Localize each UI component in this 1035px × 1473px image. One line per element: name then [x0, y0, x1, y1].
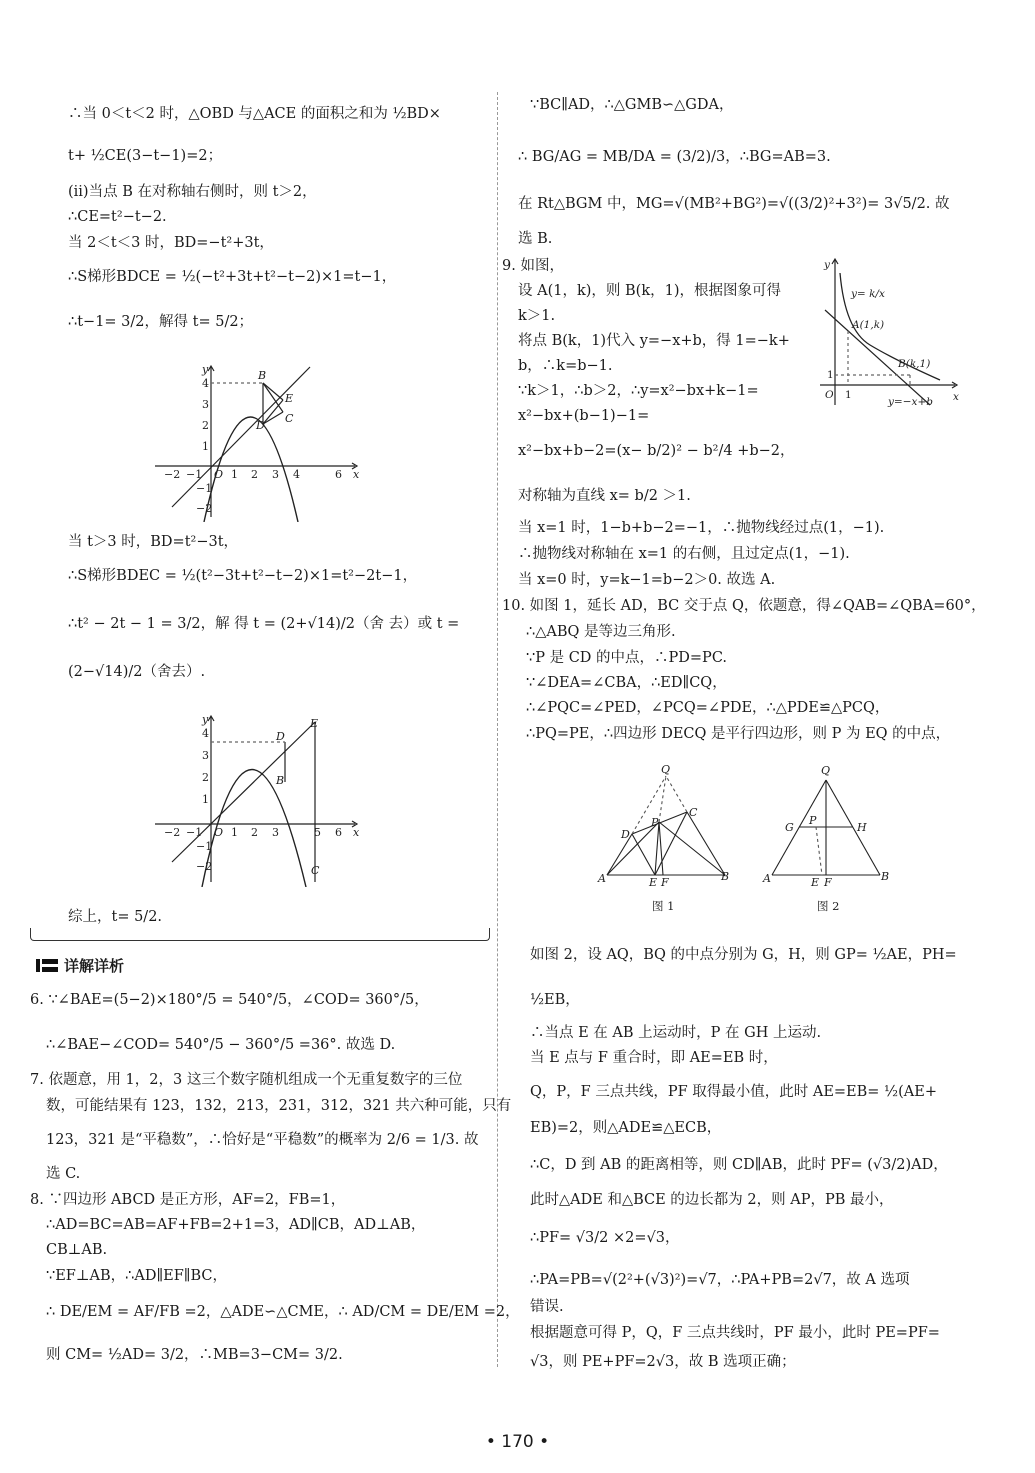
figure-label: −1: [196, 482, 213, 495]
figure-label: B: [276, 774, 285, 787]
figure-label: F: [661, 876, 669, 889]
text-line: ∴PA=PB=√(2²+(√3)²)=√7，∴PA+PB=2√7，故 A 选项: [530, 1272, 910, 1288]
text-line: 对称轴为直线 x= b/2 ＞1.: [518, 488, 691, 504]
figure-label: H: [857, 821, 867, 834]
text-line: (ⅱ)当点 B 在对称轴右侧时，则 t＞2，: [68, 184, 317, 200]
text-line: ∴t² − 2t − 1 = 3/2，解 得 t = (2+√14)/2（舍 去）或 t =: [68, 616, 460, 632]
figure-label: y=−x+b: [888, 396, 933, 408]
figure-label: −2: [196, 502, 213, 515]
text-line: 根据题意可得 P，Q，F 三点共线时，PF 最小，此时 PE=PF=: [530, 1325, 940, 1341]
text-line: ∴当点 E 在 AB 上运动时，P 在 GH 上运动.: [530, 1025, 822, 1041]
figure-label: 3: [202, 749, 209, 762]
text-line: ½EB，: [530, 992, 580, 1008]
figure-label: B: [258, 369, 267, 382]
figure-label: x: [353, 468, 360, 481]
figure-label: Q: [661, 763, 671, 776]
parabola-graph-2: [150, 712, 365, 887]
figure-label: 1: [231, 826, 238, 839]
figure-label: 图 1: [652, 899, 675, 913]
text-line: CB⊥AB.: [46, 1242, 108, 1258]
text-line: 在 Rt△BGM 中，MG=√(MB²+BG²)=√((3/2)²+3²)= 3√5/2. 故: [518, 196, 950, 212]
figure-label: y: [202, 363, 209, 376]
text-line: ∵BC∥AD，∴△GMB∽△GDA，: [530, 97, 734, 113]
figure-label: x: [953, 391, 959, 403]
text-line: ∴S梯形BDEC = ½(t²−3t+t²−t−2)×1=t²−2t−1，: [68, 568, 418, 584]
figure-label: 2: [251, 468, 258, 481]
figure-label: D: [256, 419, 265, 432]
triangle-figures: [595, 760, 905, 920]
figure-label: 3: [272, 468, 279, 481]
figure-label: 2: [202, 419, 209, 432]
figure-label: 1: [202, 793, 209, 806]
text-line: 则 CM= ½AD= 3/2，∴MB=3−CM= 3/2.: [46, 1347, 343, 1363]
figure-label: B: [881, 870, 890, 883]
figure-label: 2: [251, 826, 258, 839]
text-line: ∴∠BAE−∠COD= 540°/5 − 360°/5 =36°. 故选 D.: [46, 1037, 396, 1053]
figure-label: D: [621, 828, 630, 841]
figure-label: O: [214, 468, 224, 481]
figure-label: 4: [293, 468, 300, 481]
text-line: k＞1.: [518, 308, 556, 324]
figure-label: 1: [231, 468, 238, 481]
text-line: 当 E 点与 F 重合时，即 AE=EB 时，: [530, 1050, 778, 1066]
text-line: ∴当 0＜t＜2 时，△OBD 与△ACE 的面积之和为 ½BD×: [68, 106, 441, 122]
text-line: 数，可能结果有 123，132，213，231，312，321 共六种可能，只有: [46, 1098, 512, 1114]
figure-label: 1: [827, 369, 834, 381]
figure-label: y: [202, 713, 209, 726]
text-line: 7. 依题意，用 1，2，3 这三个数字随机组成一个无重复数字的三位: [30, 1072, 463, 1088]
text-line: 6. ∵∠BAE=(5−2)×180°/5 = 540°/5，∠COD= 360°/5，: [30, 992, 429, 1008]
figure-label: A: [598, 872, 606, 885]
figure-label: 1: [202, 440, 209, 453]
figure-label: 6: [335, 468, 342, 481]
figure-label: −1: [196, 840, 213, 853]
text-line: 设 A(1，k)，则 B(k，1)，根据图象可得: [518, 283, 781, 299]
text-line: ∴t−1= 3/2，解得 t= 5/2；: [68, 314, 254, 330]
text-line: ∴S梯形BDCE = ½(−t²+3t+t²−t−2)×1=t−1，: [68, 269, 397, 285]
section-title-text: 详解详析: [64, 957, 125, 975]
text-line: ∵EF⊥AB，∴AD∥EF∥BC，: [46, 1268, 228, 1284]
text-line: 当 t＞3 时，BD=t²−3t，: [68, 534, 239, 550]
text-line: ∵k＞1，∴b＞2，∴y=x²−bx+k−1=: [518, 383, 759, 399]
text-line: 8. ∵四边形 ABCD 是正方形，AF=2，FB=1，: [30, 1192, 346, 1208]
figure-label: E: [649, 876, 658, 889]
text-line: 10. 如图 1，延长 AD，BC 交于点 Q，依题意，得∠QAB=∠QBA=60°，: [502, 598, 986, 614]
figure-label: A(1,k): [852, 319, 885, 331]
text-line: EB)=2，则△ADE≌△ECB，: [530, 1120, 722, 1136]
text-line: 综上，t= 5/2.: [68, 909, 163, 925]
page-number: • 170 •: [485, 1432, 550, 1452]
parabola-graph-1: [150, 362, 365, 522]
figure-label: C: [689, 806, 698, 819]
hyperbola-graph: [815, 255, 965, 410]
figure-label: 2: [202, 771, 209, 784]
figure-label: B: [721, 870, 730, 883]
text-line: Q，P，F 三点共线，PF 取得最小值，此时 AE=EB= ½(AE+: [530, 1084, 937, 1100]
text-line: ∴CE=t²−t−2.: [68, 209, 167, 225]
text-line: 123，321 是“平稳数”，∴恰好是“平稳数”的概率为 2/6 = 1/3. 故: [46, 1132, 479, 1148]
figure-label: F: [824, 876, 832, 889]
text-line: ∵∠DEA=∠CBA，∴ED∥CQ，: [526, 675, 727, 691]
figure-label: P: [809, 814, 817, 827]
figure-label: E: [811, 876, 820, 889]
section-title: [36, 955, 124, 976]
text-line: 选 B.: [518, 231, 553, 247]
section-bars-icon: [36, 959, 58, 972]
text-line: 9. 如图，: [502, 258, 564, 274]
figure-label: −2: [164, 468, 181, 481]
text-line: 当 x=1 时，1−b+b−2=−1，∴抛物线经过点(1，−1).: [518, 520, 885, 536]
text-line: ∵P 是 CD 的中点，∴PD=PC.: [526, 650, 728, 666]
figure-label: A: [763, 872, 771, 885]
figure-label: Q: [821, 764, 831, 777]
figure-label: 4: [202, 377, 209, 390]
figure-label: G: [785, 821, 794, 834]
figure-label: 3: [202, 398, 209, 411]
figure-label: −1: [186, 468, 203, 481]
text-line: 当 2＜t＜3 时，BD=−t²+3t，: [68, 235, 274, 251]
page-number-value: 170: [501, 1432, 534, 1452]
figure-label: y= k/x: [851, 288, 885, 300]
text-line: t+ ½CE(3−t−1)=2；: [68, 148, 223, 164]
text-line: ∴∠PQC=∠PED，∠PCQ=∠PDE，∴△PDE≌△PCQ，: [526, 700, 890, 716]
figure-label: O: [825, 389, 834, 401]
section-bracket: [30, 928, 490, 941]
text-line: b，∴k=b−1.: [518, 358, 613, 374]
figure-label: C: [311, 864, 320, 877]
text-line: ∴抛物线对称轴在 x=1 的右侧，且过定点(1，−1).: [518, 546, 850, 562]
figure-label: −2: [196, 860, 213, 873]
text-line: 此时△ADE 和△BCE 的边长都为 2，则 AP，PB 最小，: [530, 1192, 894, 1208]
figure-label: 1: [845, 389, 852, 401]
figure-label: 4: [202, 727, 209, 740]
figure-label: 6: [335, 826, 342, 839]
figure-label: B(k,1): [898, 358, 931, 370]
text-line: √3，则 PE+PF=2√3，故 B 选项正确；: [530, 1354, 796, 1370]
text-line: (2−√14)/2（舍去）.: [68, 664, 206, 680]
text-line: 当 x=0 时，y=k−1=b−2＞0. 故选 A.: [518, 572, 776, 588]
text-line: ∴PF= √3/2 ×2=√3，: [530, 1230, 680, 1246]
text-line: ∴ DE/EM = AF/FB =2，△ADE∽△CME，∴ AD/CM = DE/EM =2，: [46, 1304, 520, 1320]
figure-label: −2: [164, 826, 181, 839]
figure-label: y: [824, 259, 830, 271]
figure-label: 5: [314, 826, 321, 839]
figure-label: E: [310, 717, 319, 730]
text-line: ∴C，D 到 AB 的距离相等，则 CD∥AB，此时 PF= (√3/2)AD，: [530, 1157, 948, 1173]
text-line: 选 C.: [46, 1166, 81, 1182]
figure-label: E: [285, 392, 294, 405]
column-divider: [497, 92, 498, 1367]
text-line: ∴AD=BC=AB=AF+FB=2+1=3，AD∥CB，AD⊥AB，: [46, 1217, 426, 1233]
figure-label: D: [276, 730, 285, 743]
figure-label: 3: [272, 826, 279, 839]
figure-label: O: [214, 826, 224, 839]
text-line: ∴△ABQ 是等边三角形.: [526, 624, 676, 640]
figure-label: P: [651, 816, 659, 829]
text-line: 如图 2，设 AQ，BQ 的中点分别为 G，H，则 GP= ½AE，PH=: [530, 947, 957, 963]
figure-label: C: [285, 412, 294, 425]
text-line: x²−bx+b−2=(x− b/2)² − b²/4 +b−2，: [518, 443, 795, 459]
figure-label: −1: [186, 826, 203, 839]
figure-label: x: [353, 826, 360, 839]
text-line: ∴PQ=PE，∴四边形 DECQ 是平行四边形，则 P 为 EQ 的中点，: [526, 726, 951, 742]
text-line: 将点 B(k，1)代入 y=−x+b，得 1=−k+: [518, 333, 790, 349]
text-line: 错误.: [530, 1299, 564, 1315]
figure-label: 图 2: [817, 899, 840, 913]
text-line: x²−bx+(b−1)−1=: [518, 408, 650, 424]
text-line: ∴ BG/AG = MB/DA = (3/2)/3，∴BG=AB=3.: [518, 149, 831, 165]
